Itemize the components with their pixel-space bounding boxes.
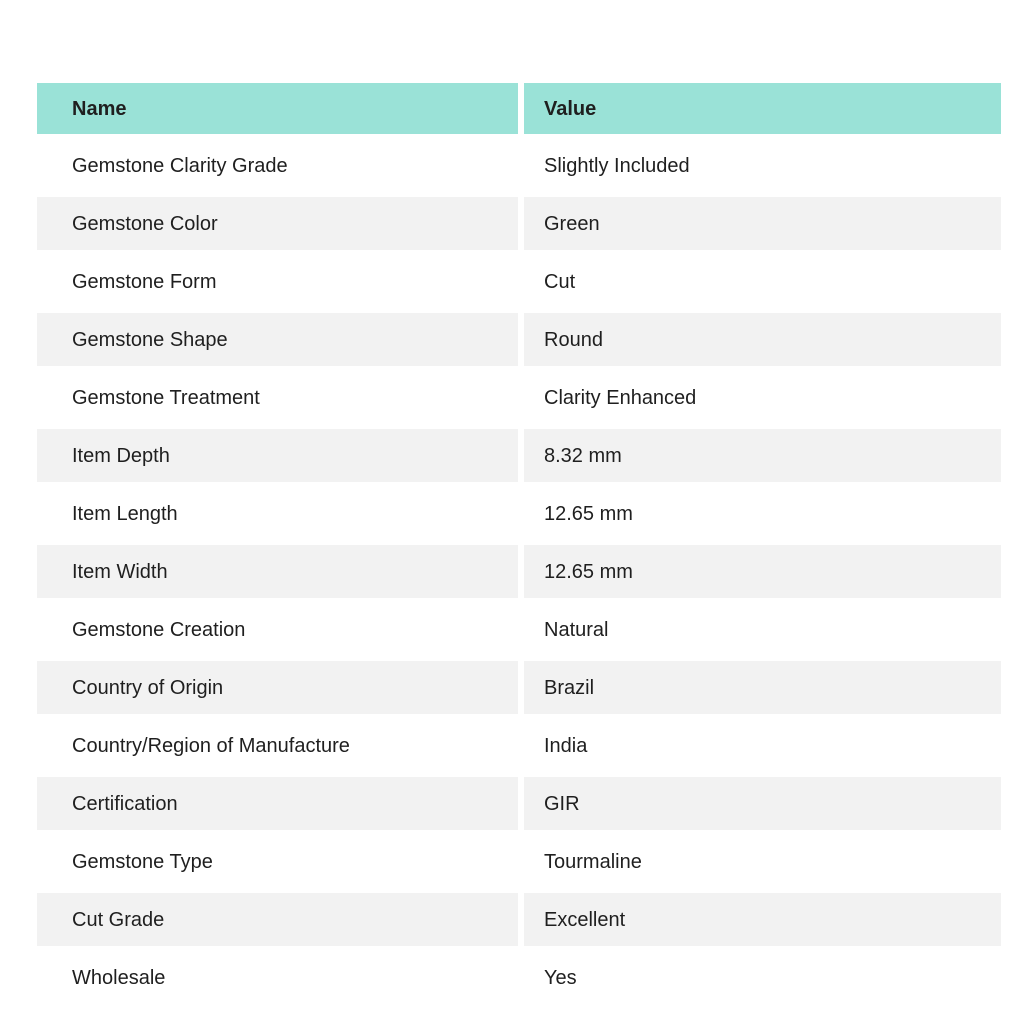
spec-value: 8.32 mm <box>518 428 1001 486</box>
spec-name: Gemstone Shape <box>37 312 518 370</box>
spec-value: Green <box>518 196 1001 254</box>
table-row <box>37 892 1001 950</box>
table-row <box>37 428 1001 486</box>
spec-value: Yes <box>518 950 1001 1008</box>
spec-value: Clarity Enhanced <box>518 370 1001 428</box>
table-row <box>37 370 1001 428</box>
spec-name: Country/Region of Manufacture <box>37 718 518 776</box>
table-row <box>37 544 1001 602</box>
spec-value: GIR <box>518 776 1001 834</box>
table-row <box>37 950 1001 1008</box>
spec-name: Gemstone Clarity Grade <box>37 138 518 196</box>
spec-value: India <box>518 718 1001 776</box>
spec-name: Cut Grade <box>37 892 518 950</box>
spec-name: Gemstone Form <box>37 254 518 312</box>
spec-name: Gemstone Type <box>37 834 518 892</box>
table-header-row <box>37 83 1001 138</box>
spec-value: Cut <box>518 254 1001 312</box>
spec-name: Country of Origin <box>37 660 518 718</box>
spec-name: Certification <box>37 776 518 834</box>
spec-name: Gemstone Treatment <box>37 370 518 428</box>
table-row <box>37 776 1001 834</box>
table-row <box>37 660 1001 718</box>
column-header-value: Value <box>518 83 1001 138</box>
spec-value: 12.65 mm <box>518 486 1001 544</box>
table-row <box>37 486 1001 544</box>
column-header-name: Name <box>37 83 518 138</box>
spec-name: Item Depth <box>37 428 518 486</box>
table-row <box>37 834 1001 892</box>
table-row <box>37 254 1001 312</box>
table-row <box>37 312 1001 370</box>
spec-value: Slightly Included <box>518 138 1001 196</box>
spec-name: Wholesale <box>37 950 518 1008</box>
spec-value: Round <box>518 312 1001 370</box>
spec-value: Natural <box>518 602 1001 660</box>
spec-name: Item Width <box>37 544 518 602</box>
spec-value: Brazil <box>518 660 1001 718</box>
spec-value: Tourmaline <box>518 834 1001 892</box>
table-row <box>37 718 1001 776</box>
spec-name: Gemstone Creation <box>37 602 518 660</box>
spec-name: Gemstone Color <box>37 196 518 254</box>
spec-value: 12.65 mm <box>518 544 1001 602</box>
item-specifics-table <box>37 83 1001 1008</box>
spec-value: Excellent <box>518 892 1001 950</box>
table-row <box>37 138 1001 196</box>
table-row <box>37 196 1001 254</box>
spec-name: Item Length <box>37 486 518 544</box>
table-row <box>37 602 1001 660</box>
